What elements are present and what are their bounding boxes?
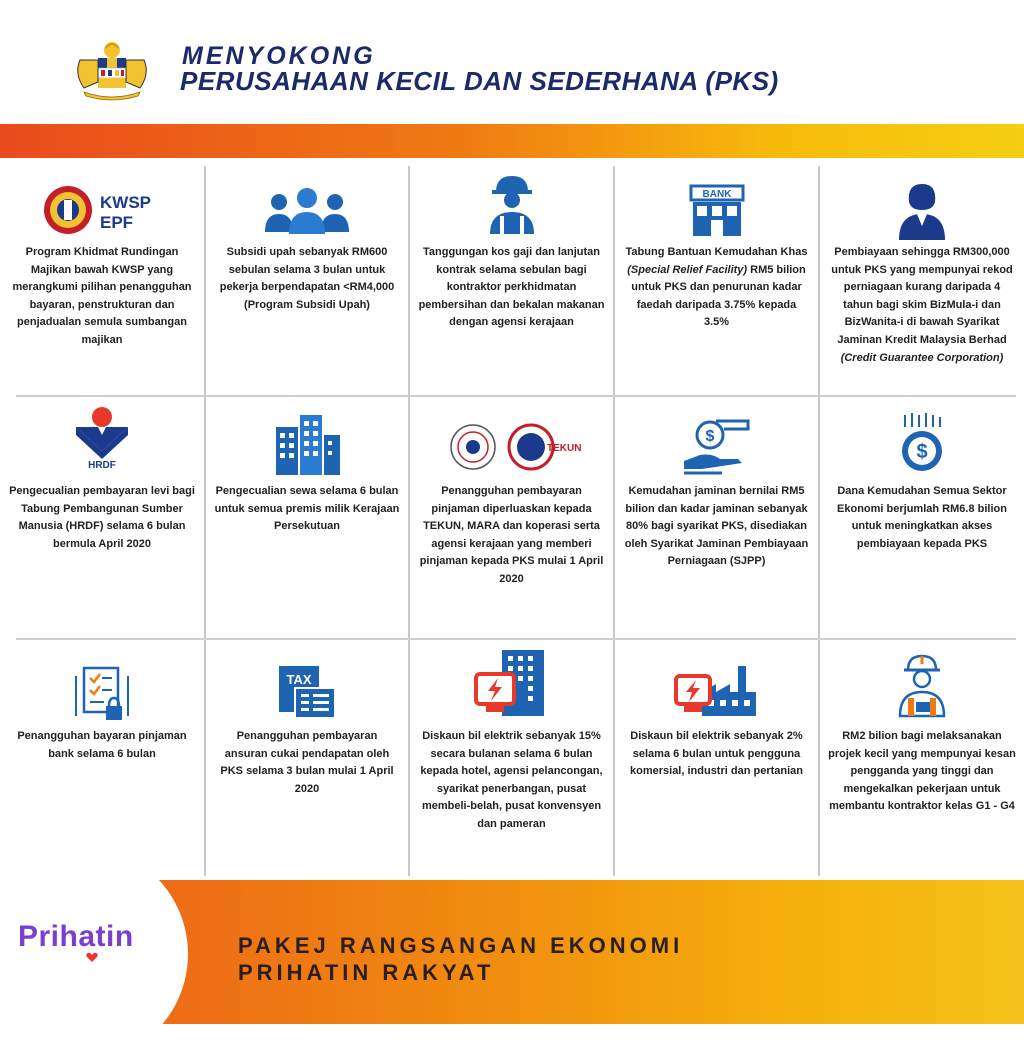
benefit-text: Pengecualian sewa selama 6 bulan untuk semua premis milik Kerajaan Persekutuan bbox=[214, 485, 400, 533]
benefit-card-tax-deferral bbox=[206, 640, 408, 876]
benefit-card-bank-loan bbox=[0, 640, 204, 876]
electric-factory-icon bbox=[672, 662, 762, 718]
hrdf-logo-icon bbox=[70, 405, 134, 469]
benefit-card-guarantee bbox=[615, 397, 818, 638]
benefit-text: Pengecualian pembayaran levi bagi Tabung Pembangunan Sumber Manusia (HRDF) selama 6 bulan bermula April 2020 bbox=[9, 485, 195, 550]
prihatin-logo-text: Prihatin bbox=[18, 920, 134, 953]
worker-helmet-icon bbox=[482, 172, 542, 236]
svg-text:$: $ bbox=[916, 441, 928, 463]
benefit-text: Penangguhan pembayaran pinjaman diperluaskan kepada TEKUN, MARA dan koperasi serta agensi kerajaan yang memberi pinjaman kepada PKS mulai 1 April 2020 bbox=[419, 485, 604, 585]
benefit-card-kwsp bbox=[0, 166, 204, 395]
benefit-card-loan-deferral-tekun bbox=[410, 397, 613, 638]
tax-logo-text: TAX bbox=[286, 672, 312, 687]
benefit-text-part: RM5 bilion untuk PKS dan penurunan kadar faedah daripada 3.75% kepada 3.5% bbox=[631, 263, 806, 329]
benefit-text bbox=[623, 244, 810, 332]
benefit-text: Kemudahan jaminan bernilai RM5 bilion dan kadar jaminan sebanyak 80% bagi syarikat PKS, disediakan oleh Syarikat Jaminan Pembiayaan Perniagaan (SJPP) bbox=[624, 485, 809, 568]
benefit-text: Tanggungan kos gaji dan lanjutan kontrak selama sebulan bagi kontraktor perkhidmatan pembersihan dan bekalan makanan dengan agensi kerajaan bbox=[418, 246, 605, 329]
loan-document-lock-icon bbox=[74, 666, 130, 724]
benefit-card-financing bbox=[820, 166, 1024, 395]
benefit-text-part: Pembiayaan sehingga RM300,000 untuk PKS yang mempunyai rekod perniagaan kurang daripada 4 tahun bagi skim BizMula-i dan BizWanita-i di bawah Syarikat Jaminan Kredit Malaysia Berhad bbox=[831, 246, 1013, 346]
contractor-worker-icon bbox=[894, 652, 950, 718]
benefit-card-electric-discount-2 bbox=[615, 640, 818, 876]
people-group-icon bbox=[257, 186, 357, 234]
bank-building-icon bbox=[687, 182, 747, 238]
page-title-line1: MENYOKONG bbox=[182, 42, 376, 70]
dollar-coin-icon bbox=[897, 413, 947, 473]
tekun-logo-text: TEKUN bbox=[546, 443, 581, 454]
footer-title-line1: PAKEJ RANGSANGAN EKONOMI bbox=[238, 933, 684, 958]
bank-logo-text: BANK bbox=[702, 189, 731, 200]
benefit-card-special-relief bbox=[615, 166, 818, 395]
benefit-text: Program Khidmat Rundingan Majikan bawah KWSP yang merangkumi pilihan penangguhan bayaran, penstrukturan dan penjadualan semula sumbangan majikan bbox=[12, 246, 192, 346]
benefit-text bbox=[828, 244, 1016, 367]
benefit-text: Penangguhan pembayaran ansuran cukai pendapatan oleh PKS selama 3 bulan mulai 1 April 2020 bbox=[220, 730, 394, 795]
kwsp-epf-logo-icon bbox=[42, 182, 162, 238]
svg-text:$: $ bbox=[705, 428, 714, 445]
benefit-text: Penangguhan bayaran pinjaman bank selama 6 bulan bbox=[17, 730, 187, 760]
benefit-text-italic: (Credit Guarantee Corporation) bbox=[840, 351, 1004, 364]
epf-logo-text: EPF bbox=[100, 213, 134, 232]
office-buildings-icon bbox=[272, 413, 342, 475]
benefit-card-salary-cost bbox=[410, 166, 613, 395]
money-hand-icon bbox=[682, 415, 752, 475]
benefit-card-electric-discount-15 bbox=[410, 640, 613, 876]
page-title-line2: PERUSAHAAN KECIL DAN SEDERHANA (PKS) bbox=[180, 66, 779, 96]
benefit-text-part: Tabung Bantuan Kemudahan Khas bbox=[625, 246, 808, 258]
benefit-text: RM2 bilion bagi melaksanakan projek kecil yang mempunyai kesan pengganda yang tinggi dan mengekalkan pekerjaan untuk membantu kontraktor kelas G1 - G4 bbox=[828, 730, 1016, 813]
mara-tekun-logos-icon bbox=[447, 419, 581, 475]
benefit-card-rent-exemption bbox=[206, 397, 408, 638]
header bbox=[0, 0, 1024, 126]
benefits-grid bbox=[0, 166, 1024, 876]
heart-icon bbox=[86, 952, 98, 962]
footer-title-line2: PRIHATIN RAKYAT bbox=[238, 960, 495, 985]
benefit-text: Diskaun bil elektrik sebanyak 2% selama 6 bulan untuk pengguna komersial, industri dan pertanian bbox=[630, 730, 803, 778]
coat-of-arms-icon bbox=[70, 38, 154, 102]
benefit-text-italic: (Special Relief Facility) bbox=[627, 263, 748, 276]
benefit-text: Diskaun bil elektrik sebanyak 15% secara bulanan selama 6 bulan kepada hotel, agensi pelancongan, syarikat penerbangan, pusat membeli-belah, pusat konvensyen dan pameran bbox=[420, 730, 603, 830]
electric-building-icon bbox=[472, 648, 552, 718]
benefit-card-contractor bbox=[820, 640, 1024, 876]
benefit-text: Subsidi upah sebanyak RM600 sebulan selama 3 bulan untuk pekerja berpendapatan <RM4,000 (Program Subsidi Upah) bbox=[219, 246, 395, 311]
benefit-text: Dana Kemudahan Semua Sektor Ekonomi berjumlah RM6.8 bilion untuk meningkatkan akses pembiayaan kepada PKS bbox=[837, 485, 1007, 550]
tax-document-icon bbox=[277, 662, 337, 720]
businesswoman-icon bbox=[897, 180, 947, 240]
benefit-card-wage-subsidy bbox=[206, 166, 408, 395]
kwsp-logo-text: KWSP bbox=[100, 193, 151, 212]
benefit-card-economic-fund bbox=[820, 397, 1024, 638]
hrdf-logo-text: HRDF bbox=[88, 460, 116, 471]
benefit-card-hrdf bbox=[0, 397, 204, 638]
gradient-band bbox=[0, 124, 1024, 158]
